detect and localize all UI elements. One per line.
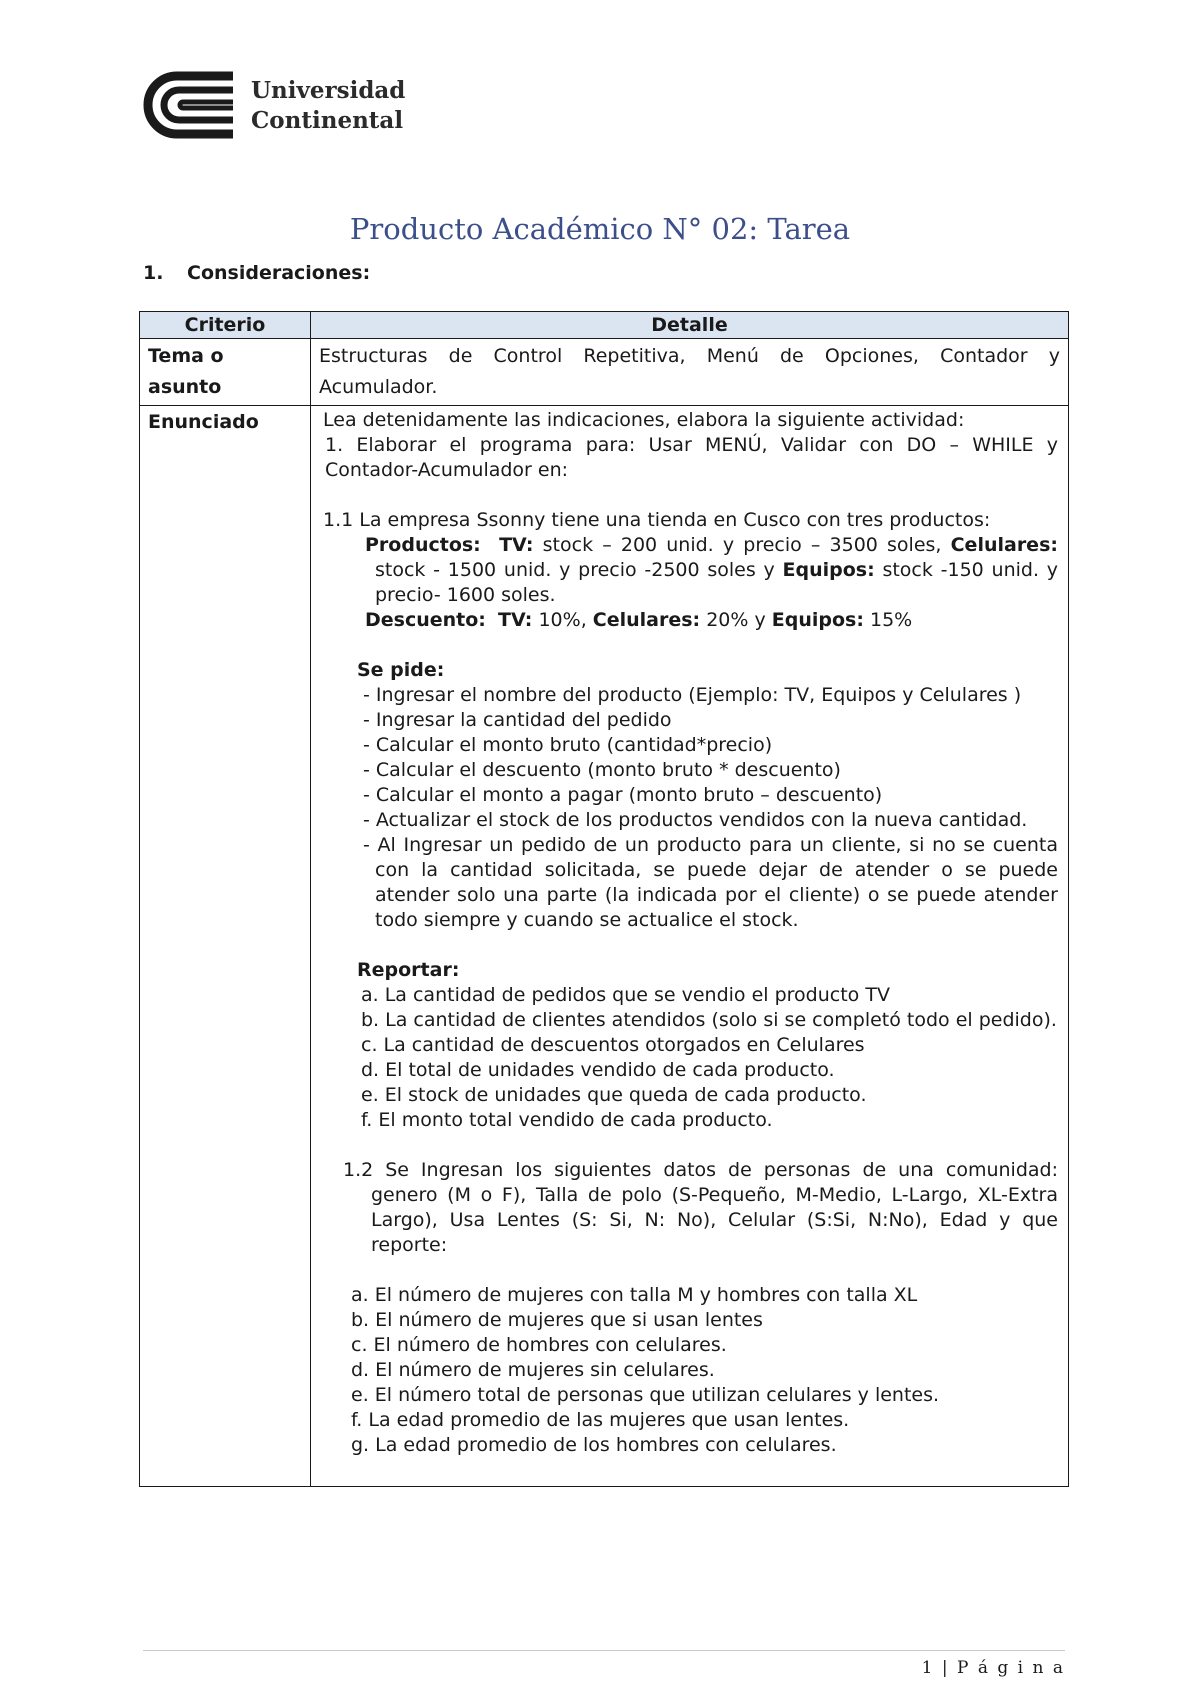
- section-number: 1.: [143, 262, 164, 284]
- logo-mark-icon: [143, 70, 241, 140]
- logo-text: [251, 76, 405, 136]
- intro-text: Lea detenidamente las indicaciones, elabora la siguiente actividad:: [323, 409, 965, 431]
- cell-tema-detail: Estructuras de Control Repetitiva, Menú de Opciones, Contador y Acumulador.: [311, 339, 1069, 406]
- desc-tv-label: TV:: [498, 609, 533, 631]
- page-label: | P á g i n a: [941, 1658, 1065, 1678]
- section-label: Consideraciones:: [187, 262, 371, 284]
- productos-cel-text: stock - 1500 unid. y precio -2500 soles y: [375, 559, 783, 581]
- table-header-row: [140, 312, 1069, 339]
- list-item: b. La cantidad de clientes atendidos (solo si se completó todo el pedido).: [361, 1009, 1057, 1031]
- list-item: c. La cantidad de descuentos otorgados en Celulares: [361, 1034, 865, 1056]
- header-detalle: Detalle: [311, 312, 1069, 339]
- descuento-label: Descuento:: [365, 609, 486, 631]
- list-item: f. El monto total vendido de cada producto.: [361, 1109, 773, 1131]
- reportar-heading: Reportar:: [357, 959, 460, 981]
- considerations-table: [139, 311, 1069, 1487]
- item-1-1: 1.1 La empresa Ssonny tiene una tienda en Cusco con tres productos:: [323, 509, 991, 531]
- productos-tv-text: stock – 200 unid. y precio – 3500 soles,: [533, 534, 951, 556]
- logo-line1: Universidad: [251, 77, 406, 104]
- desc-eq-label: Equipos:: [771, 609, 864, 631]
- list-item: e. El stock de unidades que queda de cada producto.: [361, 1084, 867, 1106]
- descuento-line: [323, 608, 1058, 633]
- cell-enunciado-detail: [311, 406, 1069, 1487]
- list-item: - Calcular el monto bruto (cantidad*precio): [363, 734, 773, 756]
- list-item: a. La cantidad de pedidos que se vendio el producto TV: [361, 984, 890, 1006]
- list-item: - Actualizar el stock de los productos vendidos con la nueva cantidad.: [363, 809, 1028, 831]
- list-item: - Ingresar la cantidad del pedido: [363, 709, 672, 731]
- section-heading: [143, 262, 370, 284]
- page-footer: [922, 1658, 1065, 1678]
- reportar-list: [323, 983, 1058, 1133]
- list-item: e. El número total de personas que utilizan celulares y lentes.: [351, 1384, 940, 1406]
- productos-cel-label: Celulares:: [950, 534, 1058, 556]
- cell-tema-label: Tema o asunto: [140, 339, 311, 406]
- desc-cel-label: Celulares:: [592, 609, 701, 631]
- header-criterio: Criterio: [140, 312, 311, 339]
- logo-line2: Continental: [251, 107, 404, 134]
- list-item: f. La edad promedio de las mujeres que usan lentes.: [351, 1409, 850, 1431]
- table-row-enunciado: [140, 406, 1069, 1487]
- university-logo: [143, 70, 406, 142]
- list-item: - Calcular el descuento (monto bruto * descuento): [363, 759, 841, 781]
- desc-cel-text: 20% y: [700, 609, 772, 631]
- list-item: c. El número de hombres con celulares.: [351, 1334, 727, 1356]
- productos-tv-label: TV:: [499, 534, 534, 556]
- page-number: 1: [921, 1658, 935, 1678]
- se-pide-list: [323, 683, 1058, 933]
- productos-eq-label: Equipos:: [782, 559, 875, 581]
- item-1-2: 1.2 Se Ingresan los siguientes datos de personas de una comunidad: genero (M o F), Talla de polo (S-Pequeño, M-Medio, L-Largo, XL-Extra Largo), Usa Lentes (S: Si, N: No), Celular (S:Si, N:No), Edad y que reporte:: [343, 1159, 1058, 1256]
- page-title: Producto Académico N° 02: Tarea: [349, 212, 851, 246]
- footer-divider: [143, 1650, 1065, 1651]
- list-item: - Ingresar el nombre del producto (Ejemplo: TV, Equipos y Celulares ): [363, 684, 1022, 706]
- list-item: b. El número de mujeres que si usan lentes: [351, 1309, 763, 1331]
- list-item: d. El total de unidades vendido de cada producto.: [361, 1059, 835, 1081]
- list-item: d. El número de mujeres sin celulares.: [351, 1359, 715, 1381]
- desc-tv-text: 10%,: [532, 609, 593, 631]
- list-item: g. La edad promedio de los hombres con celulares.: [351, 1434, 837, 1456]
- list-item: - Al Ingresar un pedido de un producto para un cliente, si no se cuenta con la cantidad solicitada, se puede dejar de atender o se puede atender solo una parte (la indicada por el cliente) o se puede atender todo siempre y cuando se actualice el stock.: [363, 834, 1058, 931]
- list-item: a. El número de mujeres con talla M y hombres con talla XL: [351, 1284, 918, 1306]
- productos-label: Productos:: [365, 534, 481, 556]
- desc-eq-text: 15%: [863, 609, 913, 631]
- table-row-tema: [140, 339, 1069, 406]
- item-1: 1. Elaborar el programa para: Usar MENÚ, Validar con DO – WHILE y Contador-Acumulador en:: [325, 434, 1058, 481]
- cell-enunciado-label: Enunciado: [140, 406, 311, 1487]
- item-1-2-list: [323, 1283, 1058, 1458]
- productos-line: [323, 533, 1058, 608]
- list-item: - Calcular el monto a pagar (monto bruto – descuento): [363, 784, 883, 806]
- se-pide-heading: Se pide:: [357, 659, 445, 681]
- productos-eq-text: stock -150 unid. y precio- 1600 soles.: [375, 559, 1058, 606]
